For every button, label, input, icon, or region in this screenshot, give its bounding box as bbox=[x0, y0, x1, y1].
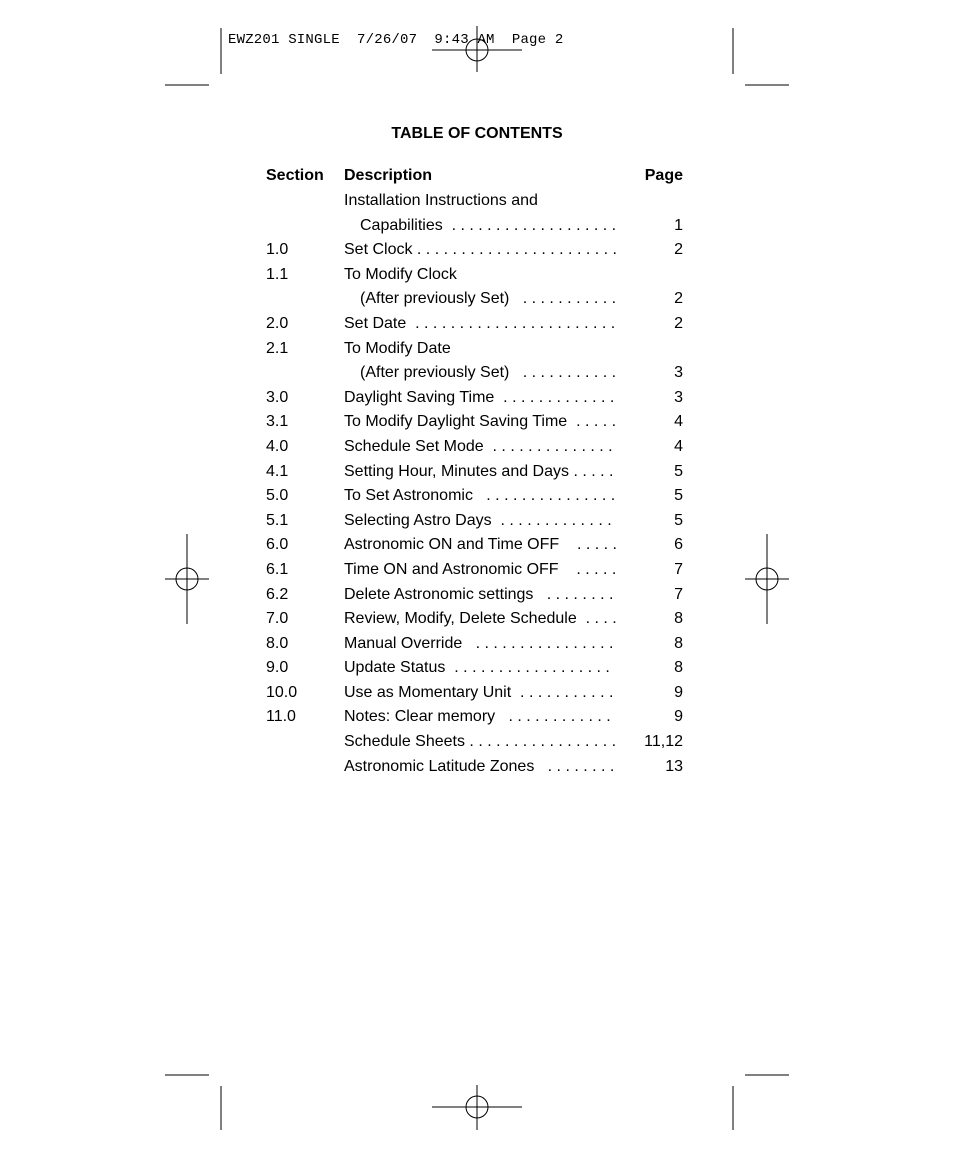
toc-section-number: 5.1 bbox=[266, 511, 289, 529]
toc-row bbox=[0, 755, 954, 780]
toc-page-number: 8 bbox=[674, 659, 683, 677]
toc-description: To Modify Clock bbox=[344, 265, 457, 283]
toc-page-number: 7 bbox=[674, 585, 683, 603]
toc-description: Review, Modify, Delete Schedule . . . . bbox=[344, 610, 617, 628]
toc-page-number: 8 bbox=[674, 610, 683, 628]
toc-page-number: 3 bbox=[674, 388, 683, 406]
toc-page-number: 4 bbox=[674, 437, 683, 455]
toc-description: Notes: Clear memory . . . . . . . . . . . . bbox=[344, 708, 611, 726]
printer-slug-line: EWZ201 SINGLE 7/26/07 9:43 AM Page 2 bbox=[228, 32, 564, 48]
toc-description: Set Clock . . . . . . . . . . . . . . . . . . . . . . . bbox=[344, 241, 617, 259]
toc-section-number: 1.1 bbox=[266, 265, 289, 283]
toc-page-number: 2 bbox=[674, 314, 683, 332]
toc-description: (After previously Set) . . . . . . . . . . . bbox=[360, 290, 617, 308]
toc-row bbox=[0, 533, 954, 558]
toc-section-number: 6.1 bbox=[266, 560, 289, 578]
toc-section-number: 5.0 bbox=[266, 487, 289, 505]
toc-description: Capabilities . . . . . . . . . . . . . . . . . . . bbox=[360, 216, 617, 234]
toc-row bbox=[0, 656, 954, 681]
toc-description: Delete Astronomic settings . . . . . . . . bbox=[344, 585, 614, 603]
toc-description: Update Status . . . . . . . . . . . . . . . . . . bbox=[344, 659, 610, 677]
toc-section-number: 3.0 bbox=[266, 388, 289, 406]
toc-row bbox=[0, 361, 954, 386]
toc-description: Installation Instructions and bbox=[344, 192, 538, 209]
toc-description: Time ON and Astronomic OFF . . . . . bbox=[344, 560, 617, 578]
page-column-header: Page bbox=[644, 167, 683, 184]
toc-description: Schedule Set Mode . . . . . . . . . . . . . . bbox=[344, 437, 613, 455]
toc-row bbox=[0, 730, 954, 755]
toc-page-number: 6 bbox=[674, 536, 683, 554]
toc-row bbox=[0, 214, 954, 239]
toc-section-number: 7.0 bbox=[266, 610, 289, 628]
toc-section-number: 4.1 bbox=[266, 462, 289, 480]
toc-description: Set Date . . . . . . . . . . . . . . . . . . . . . . . bbox=[344, 314, 616, 332]
toc-row bbox=[0, 607, 954, 632]
toc-page-number: 9 bbox=[674, 708, 683, 726]
toc-row bbox=[0, 509, 954, 534]
toc-page-number: 1 bbox=[674, 216, 683, 234]
toc-section-number: 9.0 bbox=[266, 659, 289, 677]
toc-row bbox=[0, 558, 954, 583]
toc-page-number: 2 bbox=[674, 290, 683, 308]
toc-section-number: 4.0 bbox=[266, 437, 289, 455]
toc-description: Daylight Saving Time . . . . . . . . . . . . . bbox=[344, 388, 615, 406]
toc-section-number: 6.2 bbox=[266, 585, 289, 603]
toc-page-number: 13 bbox=[665, 757, 683, 775]
toc-description: Selecting Astro Days . . . . . . . . . . . . . bbox=[344, 511, 612, 529]
toc-page-number: 9 bbox=[674, 683, 683, 701]
toc-row bbox=[0, 263, 954, 288]
description-column-header: Description bbox=[344, 167, 433, 184]
toc-list bbox=[0, 189, 954, 779]
section-column-header: Section bbox=[266, 167, 324, 184]
toc-row bbox=[0, 460, 954, 485]
toc-section-number: 8.0 bbox=[266, 634, 289, 652]
toc-row bbox=[0, 287, 954, 312]
toc-description: Schedule Sheets . . . . . . . . . . . . . . . . . bbox=[344, 733, 617, 751]
toc-row bbox=[0, 583, 954, 608]
toc-row bbox=[0, 410, 954, 435]
toc-section-number: 11.0 bbox=[266, 708, 296, 726]
toc-row bbox=[0, 238, 954, 263]
toc-page-number: 8 bbox=[674, 634, 683, 652]
toc-row bbox=[0, 632, 954, 657]
toc-description: Astronomic Latitude Zones . . . . . . . . bbox=[344, 757, 615, 775]
toc-section-number: 1.0 bbox=[266, 241, 289, 259]
toc-row bbox=[0, 705, 954, 730]
toc-page-number: 2 bbox=[674, 241, 683, 259]
toc-description: Manual Override . . . . . . . . . . . . . . . . bbox=[344, 634, 614, 652]
registration-mark-bottom bbox=[432, 1085, 522, 1130]
toc-page-number: 5 bbox=[674, 487, 683, 505]
page-title: TABLE OF CONTENTS bbox=[391, 125, 563, 142]
toc-page-number: 5 bbox=[674, 462, 683, 480]
toc-row bbox=[0, 681, 954, 706]
toc-page-number: 3 bbox=[674, 364, 683, 382]
toc-row bbox=[0, 386, 954, 411]
toc-section-number: 2.1 bbox=[266, 339, 289, 357]
toc-row bbox=[0, 435, 954, 460]
toc-row bbox=[0, 189, 954, 214]
toc-description: (After previously Set) . . . . . . . . . . . bbox=[360, 364, 617, 382]
toc-description: To Modify Daylight Saving Time . . . . . bbox=[344, 413, 617, 431]
toc-section-number: 10.0 bbox=[266, 683, 298, 701]
toc-description: Setting Hour, Minutes and Days . . . . . bbox=[344, 462, 614, 480]
toc-page-number: 4 bbox=[674, 413, 683, 431]
toc-description: Astronomic ON and Time OFF . . . . . bbox=[344, 536, 617, 554]
toc-row bbox=[0, 484, 954, 509]
toc-description: To Modify Date bbox=[344, 339, 451, 357]
toc-description: To Set Astronomic . . . . . . . . . . . . . . . bbox=[344, 487, 616, 505]
toc-section-number: 2.0 bbox=[266, 314, 289, 332]
toc-section-number: 6.0 bbox=[266, 536, 289, 554]
toc-row bbox=[0, 337, 954, 362]
toc-page-number: 11,12 bbox=[644, 733, 683, 751]
toc-page-number: 7 bbox=[674, 560, 683, 578]
toc-section-number: 3.1 bbox=[266, 413, 289, 431]
toc-row bbox=[0, 312, 954, 337]
toc-page-number: 5 bbox=[674, 511, 683, 529]
toc-description: Use as Momentary Unit . . . . . . . . . . . bbox=[344, 683, 614, 701]
